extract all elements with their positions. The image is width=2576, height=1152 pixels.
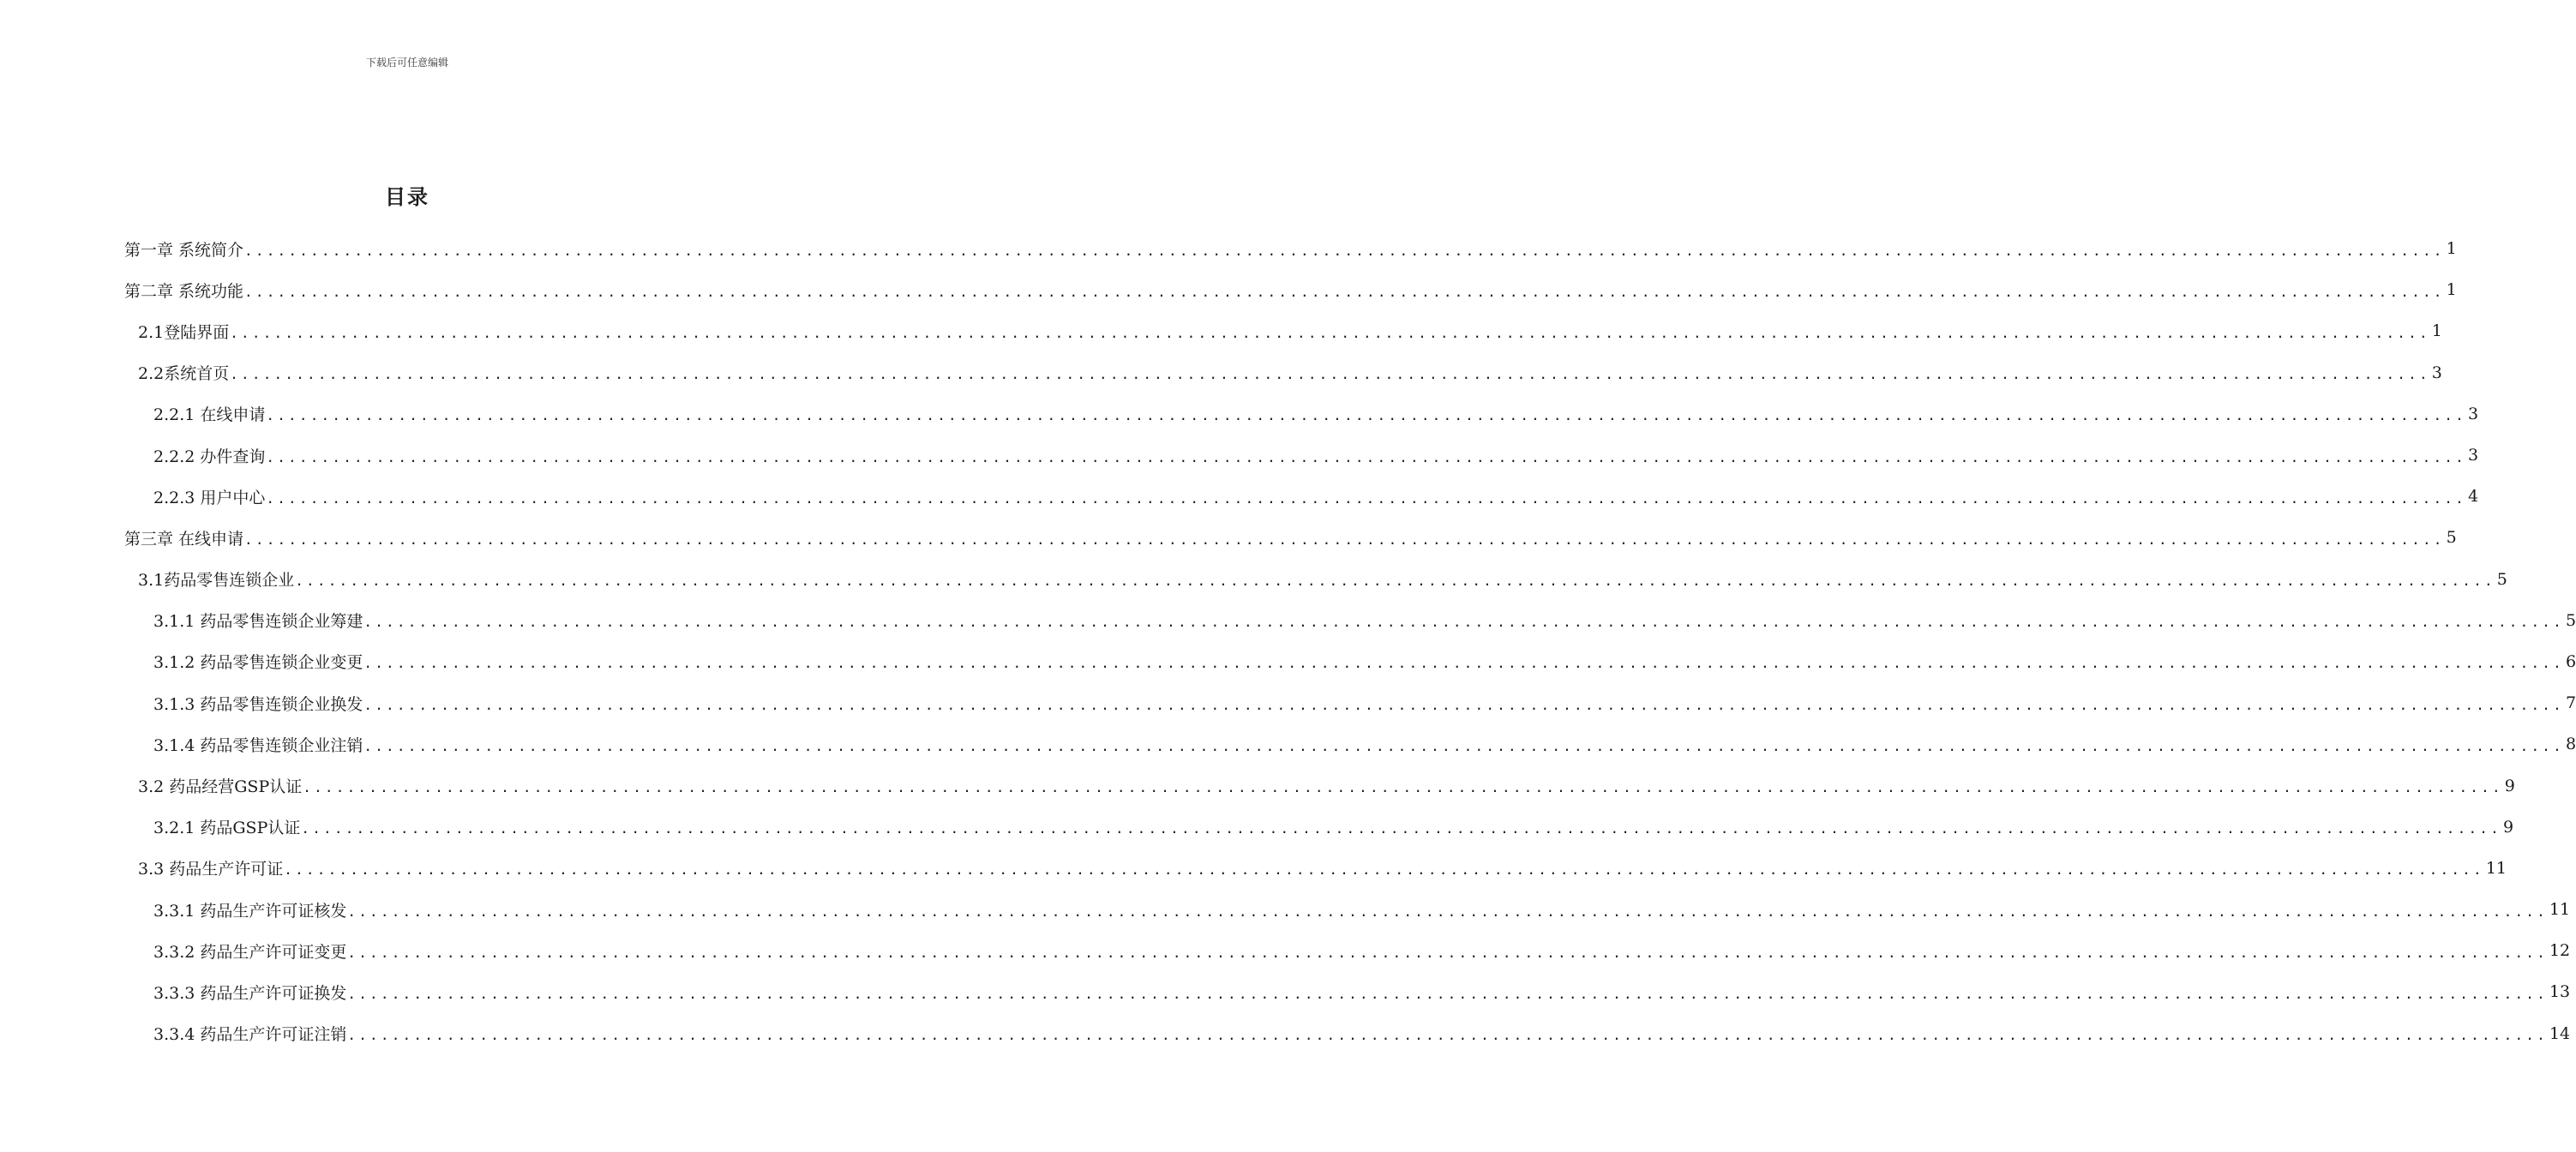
toc-dot-leader: ........................................................................................................................................................................................................ — [301, 820, 2501, 837]
header-note: 下载后可任意编辑 — [365, 57, 448, 69]
toc-entry-label: 2.2.2 办件查询 — [153, 444, 266, 467]
toc-entry-page: 11 — [2549, 900, 2571, 920]
toc-entry[interactable] — [124, 723, 2576, 765]
toc-entry[interactable] — [124, 971, 2571, 1012]
toc-entry[interactable] — [124, 393, 2479, 435]
toc-dot-leader: ........................................................................................................................................................................................................ — [244, 531, 2445, 548]
toc-title: 目录 — [385, 185, 429, 209]
toc-entry[interactable] — [124, 600, 2576, 641]
toc-dot-leader: ........................................................................................................................................................................................................ — [347, 944, 2548, 961]
toc-entry[interactable] — [124, 848, 2507, 889]
toc-dot-leader: ........................................................................................................................................................................................................ — [363, 737, 2564, 754]
toc-entry[interactable] — [124, 228, 2457, 269]
toc-entry[interactable] — [124, 930, 2571, 971]
toc-entry-page: 4 — [2467, 487, 2479, 507]
toc-dot-leader: ........................................................................................................................................................................................................ — [347, 1027, 2548, 1044]
toc-dot-leader: ........................................................................................................................................................................................................ — [244, 242, 2445, 259]
toc-entry[interactable] — [124, 682, 2576, 723]
toc-entry-label: 2.2系统首页 — [138, 361, 230, 384]
toc-dot-leader: ........................................................................................................................................................................................................ — [363, 696, 2564, 713]
toc-entry[interactable] — [124, 352, 2442, 393]
toc-dot-leader: ........................................................................................................................................................................................................ — [266, 407, 2466, 424]
toc-dot-leader: ........................................................................................................................................................................................................ — [284, 861, 2484, 879]
toc-entry-page: 6 — [2565, 651, 2576, 671]
toc-entry-label: 2.2.1 在线申请 — [153, 402, 266, 425]
toc-entry-page: 8 — [2565, 735, 2576, 754]
toc-dot-leader: ........................................................................................................................................................................................................ — [266, 489, 2466, 507]
toc-entry[interactable] — [124, 765, 2515, 806]
toc-entry-label: 3.1.3 药品零售连锁企业换发 — [153, 692, 363, 715]
toc-entry[interactable] — [124, 517, 2457, 558]
toc-dot-leader: ........................................................................................................................................................................................................ — [347, 985, 2548, 1002]
toc-entry-page: 12 — [2549, 941, 2571, 961]
toc-entry-page: 5 — [2446, 528, 2457, 548]
toc-entry-label: 3.3 药品生产许可证 — [138, 856, 284, 879]
toc-entry-page: 5 — [2496, 569, 2507, 589]
toc-entry[interactable] — [124, 1013, 2571, 1054]
toc-entry-page: 11 — [2485, 858, 2507, 878]
toc-entry[interactable] — [124, 807, 2514, 848]
toc-entry[interactable] — [124, 476, 2479, 517]
toc-entry-page: 3 — [2467, 404, 2479, 423]
toc-entry-label: 3.3.1 药品生产许可证核发 — [153, 898, 347, 921]
table-of-contents — [124, 228, 2576, 1054]
toc-dot-leader: ........................................................................................................................................................................................................ — [295, 573, 2495, 590]
toc-entry-page: 1 — [2446, 239, 2457, 259]
toc-entry[interactable] — [124, 310, 2442, 351]
toc-entry-label: 3.1.2 药品零售连锁企业变更 — [153, 650, 363, 673]
toc-entry[interactable] — [124, 889, 2571, 930]
toc-entry-label: 3.3.4 药品生产许可证注销 — [153, 1022, 347, 1045]
toc-dot-leader: ........................................................................................................................................................................................................ — [230, 366, 2430, 383]
toc-entry-label: 2.1登陆界面 — [138, 320, 230, 343]
toc-entry-page: 14 — [2549, 1023, 2571, 1043]
toc-entry-page: 7 — [2565, 693, 2576, 713]
toc-entry-label: 3.3.2 药品生产许可证变更 — [153, 939, 347, 963]
toc-dot-leader: ........................................................................................................................................................................................................ — [230, 324, 2430, 341]
toc-entry[interactable] — [124, 435, 2479, 476]
toc-entry-page: 3 — [2431, 363, 2442, 382]
toc-entry-page: 5 — [2565, 610, 2576, 630]
toc-dot-leader: ........................................................................................................................................................................................................ — [244, 283, 2445, 300]
toc-dot-leader: ........................................................................................................................................................................................................ — [347, 903, 2548, 920]
toc-entry-label: 3.1药品零售连锁企业 — [138, 567, 295, 591]
toc-entry-page: 9 — [2504, 776, 2515, 795]
toc-entry-label: 第一章 系统简介 — [124, 237, 244, 261]
toc-entry-label: 3.2.1 药品GSP认证 — [153, 815, 301, 838]
toc-entry-label: 3.2 药品经营GSP认证 — [138, 774, 303, 797]
toc-entry[interactable] — [124, 269, 2457, 310]
toc-entry-page: 9 — [2502, 817, 2514, 837]
toc-entry[interactable] — [124, 641, 2576, 682]
toc-entry-page: 13 — [2549, 982, 2571, 1002]
toc-dot-leader: ........................................................................................................................................................................................................ — [303, 779, 2503, 796]
toc-entry-label: 第三章 在线申请 — [124, 526, 244, 549]
toc-entry-page: 1 — [2446, 280, 2457, 300]
toc-entry-page: 3 — [2467, 446, 2479, 465]
toc-dot-leader: ........................................................................................................................................................................................................ — [363, 655, 2564, 672]
toc-dot-leader: ........................................................................................................................................................................................................ — [266, 448, 2466, 465]
toc-entry-label: 3.3.3 药品生产许可证换发 — [153, 981, 347, 1004]
toc-dot-leader: ........................................................................................................................................................................................................ — [363, 614, 2564, 631]
toc-entry-label: 第二章 系统功能 — [124, 279, 244, 302]
toc-entry-label: 3.1.1 药品零售连锁企业筹建 — [153, 609, 363, 632]
toc-entry-label: 2.2.3 用户中心 — [153, 485, 266, 508]
toc-entry[interactable] — [124, 559, 2507, 600]
toc-entry-page: 1 — [2431, 321, 2442, 341]
toc-entry-label: 3.1.4 药品零售连锁企业注销 — [153, 733, 363, 756]
